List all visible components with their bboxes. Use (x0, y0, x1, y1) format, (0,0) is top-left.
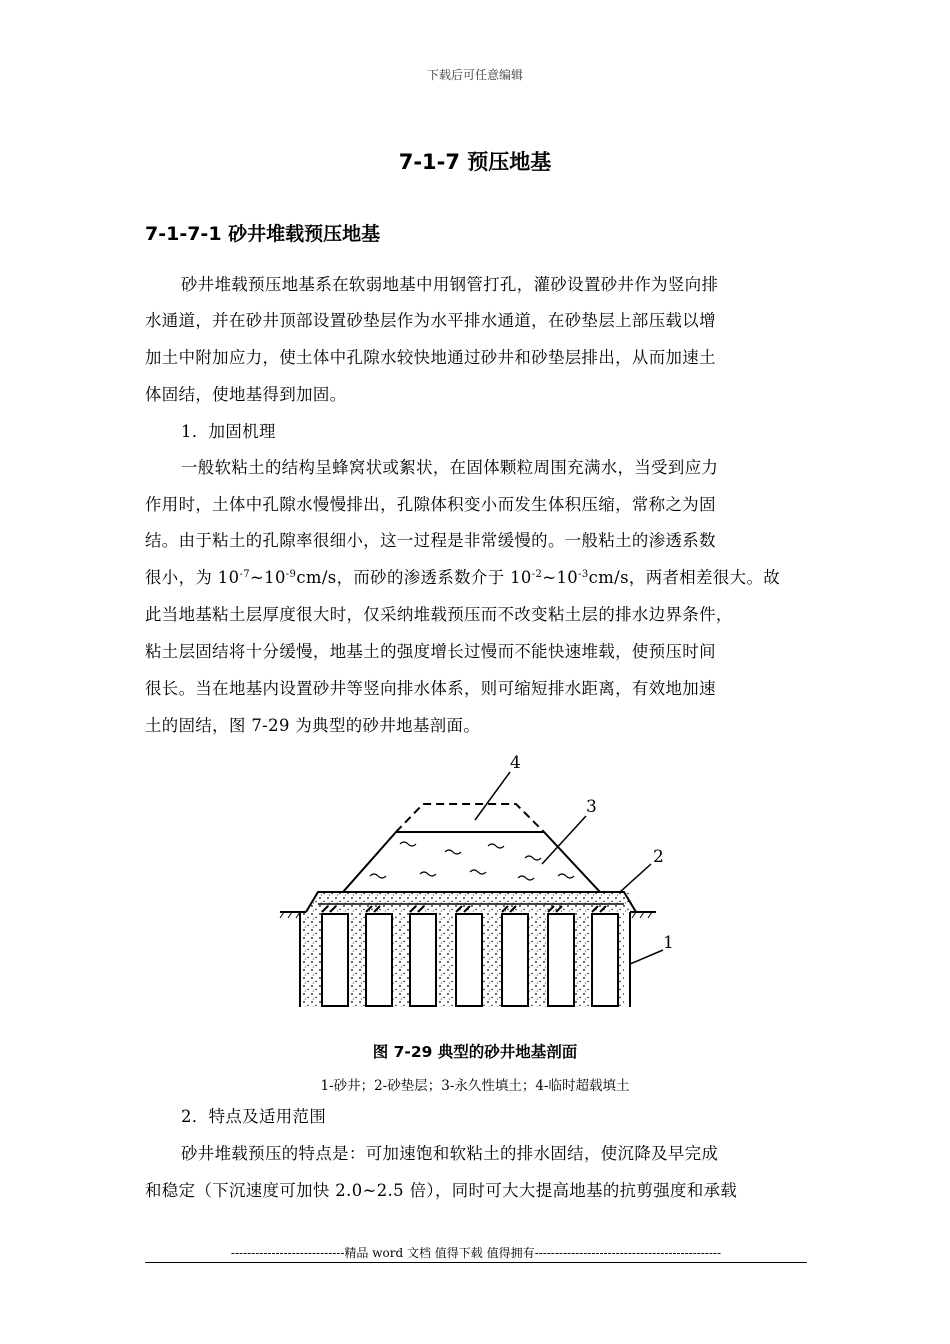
list-item-heading: 1．加固机理 (181, 422, 276, 441)
paragraph-line: 水通道，并在砂井顶部设置砂垫层作为水平排水通道，在砂垫层上部压载以增 (145, 311, 716, 330)
figure-caption: 图 7-29 典型的砂井地基剖面 (372, 1043, 578, 1061)
page-footer: ----------------------------精品 word 文档 值得下载 值得拥有---------------------------------------------- (230, 1246, 722, 1260)
label-4: 4 (510, 753, 521, 773)
paragraph-line: 一般软粘土的结构呈蜂窝状或絮状，在固体颗粒周围充满水，当受到应力 (181, 458, 719, 477)
section-heading: 7-1-7-1 砂井堆载预压地基 (145, 223, 381, 245)
paragraph-line: 加土中附加应力，使土体中孔隙水较快地通过砂井和砂垫层排出，从而加速土 (145, 348, 716, 367)
paragraph-line: 砂井堆载预压地基系在软弱地基中用钢管打孔，灌砂设置砂井作为竖向排 (181, 275, 719, 294)
footer-divider (145, 1262, 807, 1263)
label-3: 3 (586, 797, 597, 817)
list-item-heading: 2．特点及适用范围 (181, 1107, 327, 1126)
figure-legend: 1-砂井；2-砂垫层；3-永久性填土；4-临时超载填土 (320, 1078, 630, 1094)
paragraph-line: 作用时，土体中孔隙水慢慢排出，孔隙体积变小而发生体积压缩，常称之为固 (145, 495, 716, 514)
paragraph-line: 和稳定（下沉速度可加快 2.0~2.5 倍），同时可大大提高地基的抗剪强度和承载 (145, 1181, 738, 1200)
paragraph-line: 粘土层固结将十分缓慢，地基土的强度增长过慢而不能快速堆载，使预压时间 (145, 642, 716, 661)
page-title: 7-1-7 预压地基 (398, 150, 552, 174)
paragraph-line: 很长。当在地基内设置砂井等竖向排水体系，则可缩短排水距离，有效地加速 (145, 679, 716, 698)
paragraph-line: 土的固结，图 7-29 为典型的砂井地基剖面。 (145, 716, 481, 735)
label-2: 2 (653, 847, 664, 867)
paragraph-line: 此当地基粘土层厚度很大时，仅采纳堆载预压而不改变粘土层的排水边界条件， (145, 605, 733, 624)
paragraph-line-permeability: 很小，为 $10^{-7}\sim 10^{-9}cm/s$，而砂的渗透系数介于 $10^{-2}\sim 10^{-3}cm/s$，两者相差很大。故 (145, 568, 781, 587)
page-header: 下载后可任意编辑 (426, 68, 523, 82)
paragraph-line: 砂井堆载预压的特点是：可加速饱和软粘土的排水固结，使沉降及早完成 (181, 1144, 719, 1163)
paragraph-line: 结。由于粘土的孔隙率很细小，这一过程是非常缓慢的。一般粘土的渗透系数 (145, 531, 716, 550)
sand-well-foundation-diagram (270, 752, 690, 1032)
paragraph-line: 体固结，使地基得到加固。 (145, 385, 347, 404)
label-1: 1 (663, 933, 674, 953)
